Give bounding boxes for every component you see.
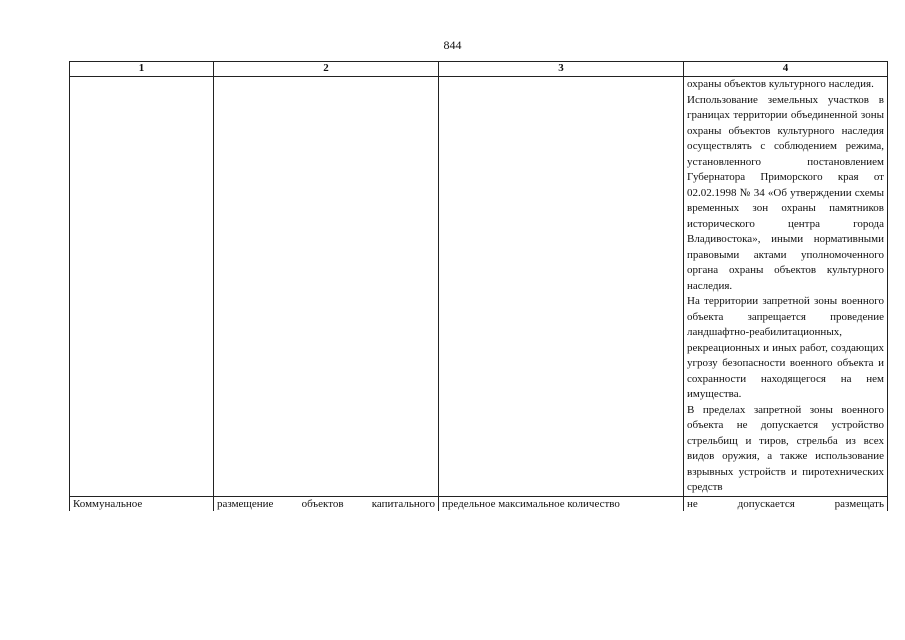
column-header-3: 3 [439, 62, 684, 77]
cell-paragraph: охраны объектов культурного наследия. [687, 78, 874, 90]
column-header-1: 1 [70, 62, 214, 77]
column-header-4: 4 [684, 62, 888, 77]
cell-paragraph: На территории запретной зоны военного объекта запрещается проведение ландшафтно-реабилитационных, рекреационных и иных работ, создающих угрозу безопасности военного объекта и сохранности находящегося на нем имущества. [687, 295, 884, 400]
regulations-table [69, 61, 888, 511]
cell-paragraph: Использование земельных участков в границах территории объединенной зоны охраны объектов культурного наследия осуществлять с соблюдением режима, установленного постановлением Губернатора Приморского края от 02.02.1998 № 34 «Об утверждении схемы временных зон охраны памятников исторического центра города Владивостока», иными нормативными правовыми актами уполномоченного органа охраны объектов культурного наследия. [687, 93, 884, 292]
table-row [70, 77, 888, 497]
row2-col2-cell: размещение объектов капитального [214, 496, 439, 511]
row1-col4-cell [684, 77, 888, 497]
row1-col1-cell [70, 77, 214, 497]
row1-col2-cell [214, 77, 439, 497]
cell-paragraph: В пределах запретной зоны военного объекта не допускается устройство стрельбищ и тиров, стрельба из всех видов оружия, а также использование взрывных устройств и пиротехнических средств [687, 403, 884, 493]
table-row [70, 496, 888, 511]
row2-col4-cell: не допускается размещать [684, 496, 888, 511]
column-header-2: 2 [214, 62, 439, 77]
page-number: 844 [443, 38, 462, 52]
row2-col3-cell: предельное максимальное количество [439, 496, 684, 511]
row1-col3-cell [439, 77, 684, 497]
row2-col1-cell: Коммунальное [70, 496, 214, 511]
table-header-row [70, 62, 888, 77]
